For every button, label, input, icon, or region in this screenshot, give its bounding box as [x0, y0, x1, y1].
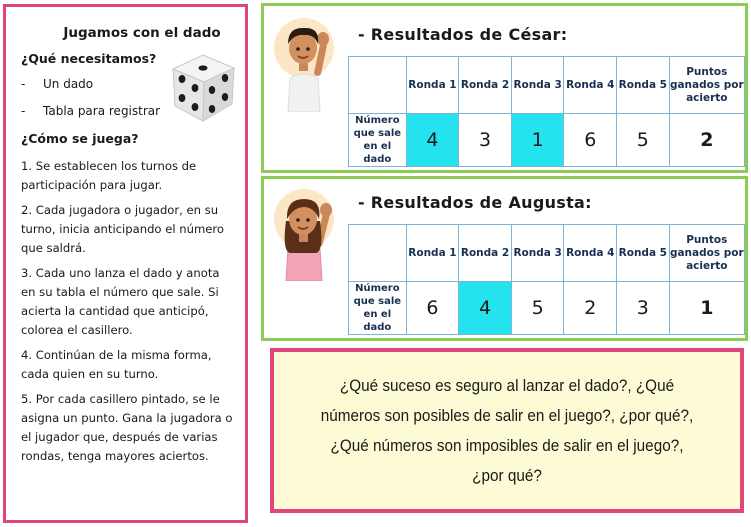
results-cesar-panel: [261, 3, 748, 173]
cesar-score-table: [348, 56, 745, 167]
points-header: Puntos ganados por acierto: [669, 57, 744, 114]
step-5: 5. Por cada casillero pintado, se le asigna un punto. Gana la jugadora o el jugador que, después de varias rondas, tenga mayores aciertos.: [21, 392, 233, 463]
howto-heading: ¿Cómo se juega?: [21, 131, 139, 146]
round-header: Ronda 5: [617, 57, 670, 114]
step-2: 2. Cada jugadora o jugador, en su turno, inicia anticipando el número que saldrá.: [21, 203, 224, 255]
round-header: Ronda 2: [459, 57, 512, 114]
round-header: Ronda 3: [511, 225, 564, 282]
points-cell: 2: [669, 114, 744, 167]
roll-cell: 6: [406, 282, 459, 335]
roll-cell: 3: [617, 282, 670, 335]
roll-cell: 5: [617, 114, 670, 167]
row-label: Número que sale en el dado: [349, 114, 407, 167]
round-header: Ronda 5: [617, 225, 670, 282]
step-3: 3. Cada uno lanza el dado y anota en su tabla el número que sale. Si acierta la cantidad que anticipó, colorea el casillero.: [21, 266, 220, 337]
list-item: - Tabla para registrar: [21, 104, 161, 118]
questions-box: [270, 348, 744, 513]
instructions-title: Jugamos con el dado: [63, 25, 221, 41]
step-4: 4. Continúan de la misma forma, cada quien en su turno.: [21, 348, 212, 381]
round-header: Ronda 2: [459, 225, 512, 282]
round-header: Ronda 3: [511, 57, 564, 114]
girl-avatar-icon: [268, 181, 344, 281]
table-row: [349, 114, 745, 167]
cesar-results-title: - Resultados de César:: [358, 25, 568, 44]
table-header-row: [349, 57, 745, 114]
row-label: Número que sale en el dado: [349, 282, 407, 335]
round-header: Ronda 4: [564, 57, 617, 114]
roll-cell: 6: [564, 114, 617, 167]
results-augusta-panel: [261, 176, 748, 341]
materials-heading: ¿Qué necesitamos?: [21, 51, 157, 66]
roll-cell: 1: [511, 114, 564, 167]
dice-icon: [166, 51, 240, 125]
points-header: Puntos ganados por acierto: [669, 225, 744, 282]
questions-text: ¿Qué suceso es seguro al lanzar el dado?, ¿Qué números son posibles de salir en el juego?, ¿por qué?, ¿Qué números son imposibles de salir en el juego?, ¿por qué?: [320, 375, 694, 485]
list-item: - Un dado: [21, 77, 94, 91]
augusta-score-table: [348, 224, 745, 335]
roll-cell: 5: [511, 282, 564, 335]
roll-cell: 2: [564, 282, 617, 335]
table-header-row: [349, 225, 745, 282]
round-header: Ronda 1: [406, 225, 459, 282]
roll-cell: 3: [459, 114, 512, 167]
augusta-results-title: - Resultados de Augusta:: [358, 193, 592, 212]
roll-cell: 4: [406, 114, 459, 167]
step-1: 1. Se establecen los turnos de participación para jugar.: [21, 159, 197, 192]
boy-avatar-icon: [268, 12, 344, 112]
points-cell: 1: [669, 282, 744, 335]
round-header: Ronda 1: [406, 57, 459, 114]
instructions-panel: [3, 4, 248, 523]
table-row: [349, 282, 745, 335]
roll-cell: 4: [459, 282, 512, 335]
round-header: Ronda 4: [564, 225, 617, 282]
